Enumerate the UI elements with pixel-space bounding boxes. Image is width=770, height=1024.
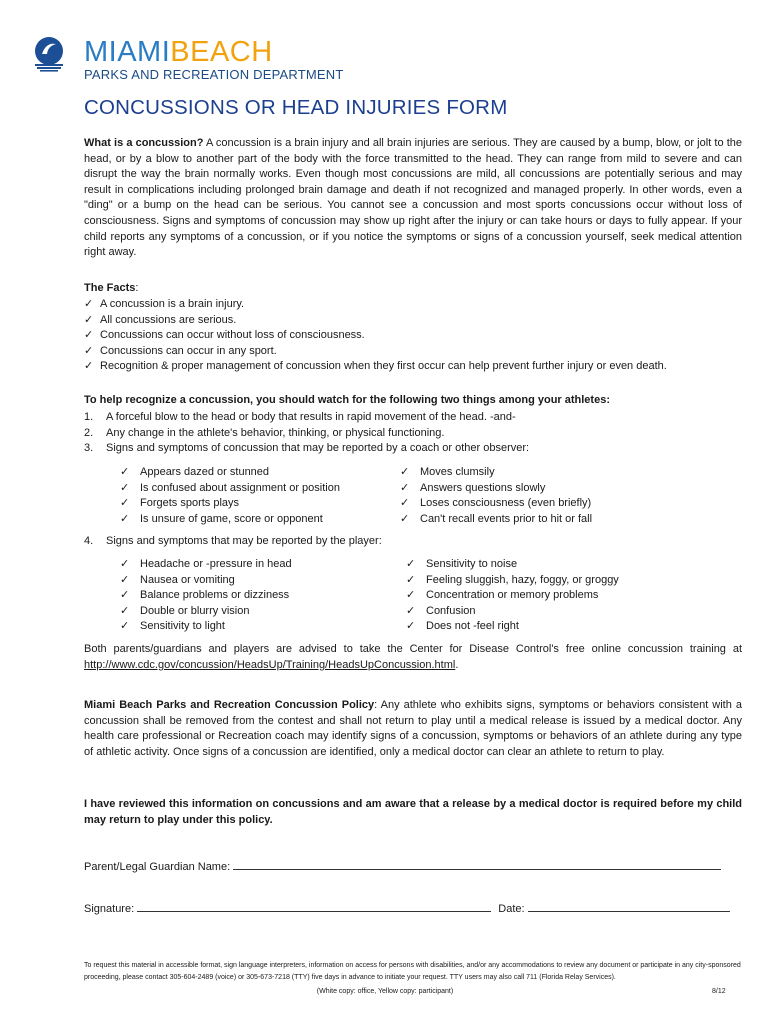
item-text: A forceful blow to the head or body that results in rapid movement of the head. -and- [106, 411, 516, 423]
sign-text: Is confused about assignment or position [140, 481, 340, 494]
acknowledgement-statement: I have reviewed this information on concussions and am aware that a release by a medical doctor is required before my child may return to play under this policy. [84, 798, 742, 826]
facts-title: The Facts [84, 282, 136, 294]
policy-lead: Miami Beach Parks and Recreation Concussion Policy [84, 699, 375, 711]
checkmark-icon: ✓ [84, 329, 94, 342]
miami-beach-sun-wave-icon [32, 36, 66, 72]
item-text: Any change in the athlete's behavior, thinking, or physical functioning. [106, 426, 445, 439]
player-signs-left [118, 557, 292, 635]
sign-text: Headache or -pressure in head [140, 558, 292, 570]
fact-text: All concussions are serious. [100, 313, 237, 326]
checkmark-icon: ✓ [120, 573, 130, 586]
item-text: Signs and symptoms that may be reported by the player: [106, 535, 382, 547]
item-number: 4. [84, 535, 94, 547]
checkmark-icon: ✓ [406, 558, 416, 570]
brand-beach: BEACH [170, 36, 273, 68]
list-item [118, 465, 340, 481]
list-item [398, 481, 592, 497]
signature-row [84, 900, 730, 915]
checkmark-icon: ✓ [120, 604, 130, 617]
list-item [84, 359, 667, 375]
list-item [398, 465, 592, 481]
list-item [84, 313, 667, 329]
list-item [84, 426, 529, 442]
checkmark-icon: ✓ [84, 344, 94, 357]
list-item [84, 534, 382, 550]
watch-heading: To help recognize a concussion, you should watch for the following two things among your athletes: [84, 394, 610, 406]
date-field[interactable] [528, 900, 730, 912]
sign-text: Nausea or vomiting [140, 573, 235, 586]
player-signs-right [404, 557, 619, 635]
sign-text: Sensitivity to noise [426, 558, 518, 570]
list-item [84, 441, 529, 457]
checkmark-icon: ✓ [84, 360, 94, 373]
sign-text: Loses consciousness (even briefly) [420, 497, 592, 510]
signature-label: Signature: [84, 903, 135, 915]
checkmark-icon: ✓ [120, 512, 130, 525]
list-item [118, 588, 292, 604]
facts-heading [84, 282, 138, 294]
sign-text: Is unsure of game, score or opponent [140, 512, 323, 525]
checkmark-icon: ✓ [120, 466, 130, 478]
checkmark-icon: ✓ [400, 481, 410, 494]
intro-text: A concussion is a brain injury and all brain injuries are serious. They are caused by a bump, blow, or jolt to the head, or by a blow to another part of the body with the force transmitted to the head. They can range from mild to severe and can disrupt the way the brain normally works. Even though most concussions are mild, all concussions are potentially serious and may result in complications including prolonged brain damage and death if not recognized and managed properly. In other words, even a "ding" or a bump on the head can be serious. You cannot see a concussion and most sports concussions occur without loss of consciousness. Signs and symptoms of concussion may show up right after the injury or can take hours or days to fully appear. If your child reports any symptoms of a concussion, or if you notice the symptoms or signs of a concussion yourself, seek medical attention right away. [84, 137, 742, 259]
checkmark-icon: ✓ [400, 512, 410, 525]
list-item [84, 328, 667, 344]
item-number: 3. [84, 442, 94, 455]
checkmark-icon: ✓ [84, 298, 94, 310]
checkmark-icon: ✓ [406, 589, 416, 602]
list-item [84, 297, 667, 313]
checkmark-icon: ✓ [400, 466, 410, 478]
list-item [404, 619, 619, 635]
sign-text: Can't recall events prior to hit or fall [420, 512, 593, 525]
fact-text: Concussions can occur without loss of consciousness. [100, 329, 365, 342]
player-signs-heading [84, 534, 382, 550]
sign-text: Does not -feel right [426, 620, 519, 633]
list-item [118, 512, 340, 528]
training-text: Both parents/guardians and players are advised to take the Center for Disease Control's free online concussion training at [84, 643, 742, 655]
date-label: Date: [498, 903, 525, 915]
intro-lead: What is a concussion? [84, 137, 204, 149]
item-number: 2. [84, 426, 94, 439]
list-item [118, 481, 340, 497]
signature-field[interactable] [137, 900, 491, 912]
department-name: PARKS AND RECREATION DEPARTMENT [84, 67, 344, 82]
item-number: 1. [84, 411, 94, 423]
sign-text: Sensitivity to light [140, 620, 225, 633]
list-item [118, 557, 292, 573]
list-item [84, 344, 667, 360]
list-item [118, 619, 292, 635]
checkmark-icon: ✓ [406, 573, 416, 586]
checkmark-icon: ✓ [120, 620, 130, 633]
sign-text: Confusion [426, 604, 476, 617]
training-paragraph [84, 642, 742, 673]
sign-text: Answers questions slowly [420, 481, 546, 494]
sign-text: Appears dazed or stunned [140, 466, 270, 478]
brand-wordmark [84, 36, 273, 68]
copy-distribution: (White copy: office, Yellow copy: participant) [316, 988, 454, 995]
policy-paragraph [84, 698, 742, 760]
observer-signs-left [118, 465, 340, 527]
list-item [118, 573, 292, 589]
checkmark-icon: ✓ [406, 620, 416, 633]
revision-date: 8/12 [712, 988, 726, 995]
fact-text: Recognition & proper management of concussion when they first occur can help prevent further injury or even death. [100, 360, 667, 373]
guardian-name-label: Parent/Legal Guardian Name: [84, 861, 231, 873]
list-item [404, 588, 619, 604]
observer-signs-right [398, 465, 592, 527]
guardian-name-field[interactable] [233, 858, 721, 870]
brand-miami: MIAMI [84, 36, 171, 68]
fact-text: Concussions can occur in any sport. [100, 344, 277, 357]
sign-text: Forgets sports plays [140, 497, 240, 510]
cdc-training-link[interactable]: http://www.cdc.gov/concussion/HeadsUp/Training/HeadsUpConcussion.html [84, 658, 456, 671]
list-item [118, 496, 340, 512]
list-item [398, 512, 592, 528]
accessibility-note: To request this material in accessible format, sign language interpreters, information on access for persons with disabilities, and/or any accommodations to review any document or participate in any city-sponsored proceeding, please contact 305-604-2489 (voice) or 305-673-7218 (TTY) five days in advance to initiate your request. TTY users may also call 711 (Florida Relay Services). [84, 962, 741, 981]
checkmark-icon: ✓ [120, 481, 130, 494]
fact-text: A concussion is a brain injury. [100, 298, 245, 310]
intro-paragraph [84, 136, 742, 261]
sign-text: Moves clumsily [420, 466, 495, 478]
guardian-name-row [84, 858, 721, 873]
sign-text: Balance problems or dizziness [140, 589, 290, 602]
sign-text: Feeling sluggish, hazy, foggy, or groggy [426, 573, 619, 586]
facts-list [84, 297, 667, 375]
checkmark-icon: ✓ [84, 313, 94, 326]
checkmark-icon: ✓ [120, 497, 130, 510]
checkmark-icon: ✓ [120, 589, 130, 602]
list-item [118, 604, 292, 620]
sign-text: Concentration or memory problems [426, 589, 599, 602]
item-text: Signs and symptoms of concussion that may be reported by a coach or other observer: [106, 442, 530, 455]
list-item [404, 604, 619, 620]
form-title: CONCUSSIONS OR HEAD INJURIES FORM [84, 96, 508, 119]
checkmark-icon: ✓ [120, 558, 130, 570]
list-item [404, 573, 619, 589]
training-end: . [455, 658, 459, 671]
list-item [398, 496, 592, 512]
list-item [84, 410, 529, 426]
watch-list [84, 410, 529, 457]
checkmark-icon: ✓ [400, 497, 410, 510]
sign-text: Double or blurry vision [140, 604, 250, 617]
list-item [404, 557, 619, 573]
checkmark-icon: ✓ [406, 604, 416, 617]
facts-colon: : [135, 282, 139, 294]
policy-text: : Any athlete who exhibits signs, symptoms or behaviors consistent with a concussion shall be removed from the contest and shall not return to play until a medical release is issued by a medical doctor. Any health care professional or Recreation coach may identify signs of a concussion, symptoms or behaviors of an athlete during any type of athletic activity. Once signs of a concussion are identified, only a medical doctor can clear an athlete to return to play. [84, 699, 743, 758]
